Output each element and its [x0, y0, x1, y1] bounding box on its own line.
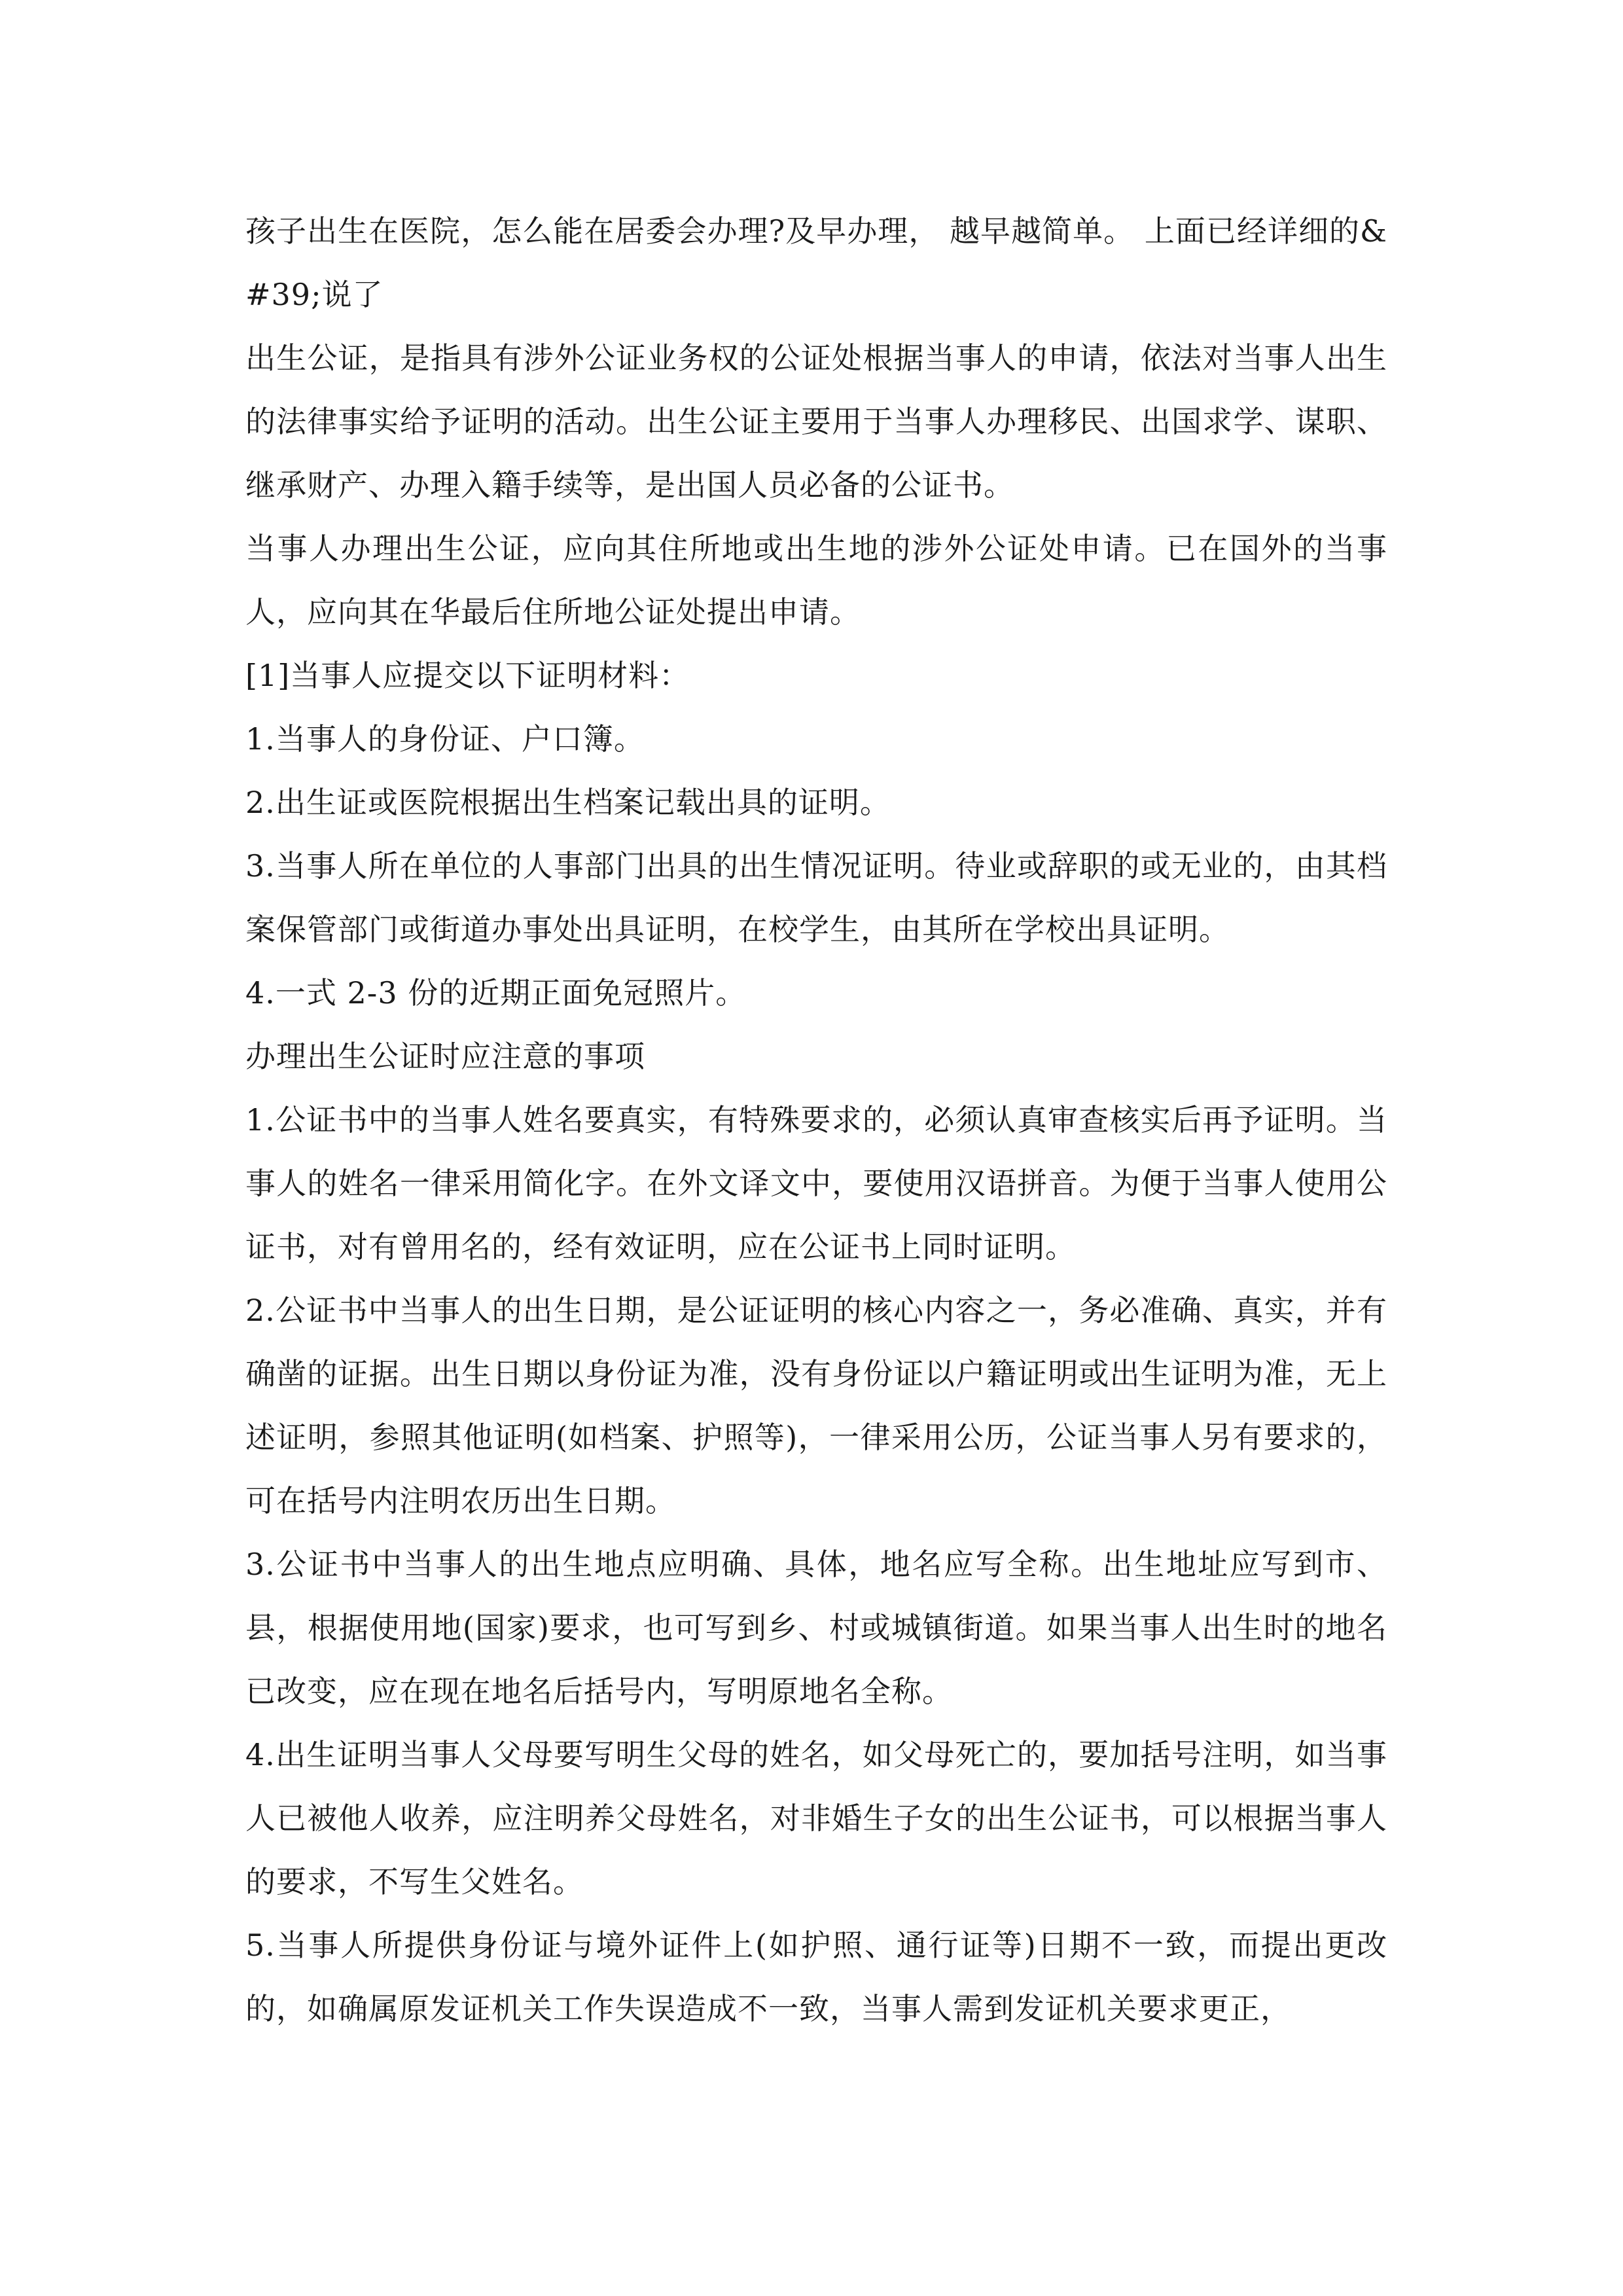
- list-item-note-1: 1.公证书中的当事人姓名要真实，有特殊要求的，必须认真审查核实后再予证明。当事人的姓名一律采用简化字。在外文译文中，要使用汉语拼音。为便于当事人使用公证书，对有曾用名的，经有效证明，应在公证书上同时证明。: [245, 1102, 1387, 1265]
- list-item-material-1: 1.当事人的身份证、户口簿。: [245, 721, 645, 757]
- list-item-material-3: 3.当事人所在单位的人事部门出具的出生情况证明。待业或辞职的或无业的，由其档案保管部门或街道办事处出具证明，在校学生，由其所在学校出具证明。: [245, 848, 1387, 947]
- list-item-note-5: 5.当事人所提供身份证与境外证件上(如护照、通行证等)日期不一致，而提出更改的，如确属原发证机关工作失误造成不一致，当事人需到发证机关要求更正，: [245, 1928, 1387, 2026]
- document-body: [245, 200, 1387, 2041]
- paragraph-application: 当事人办理出生公证，应向其住所地或出生地的涉外公证处申请。已在国外的当事人，应向其在华最后住所地公证处提出申请。: [245, 531, 1387, 630]
- list-item-note-4: 4.出生证明当事人父母要写明生父母的姓名，如父母死亡的，要加括号注明，如当事人已被他人收养，应注明养父母姓名，对非婚生子女的出生公证书，可以根据当事人的要求，不写生父姓名。: [245, 1737, 1387, 1899]
- list-item-material-4: 4.一式 2-3 份的近期正面免冠照片。: [245, 975, 747, 1011]
- list-item-note-3: 3.公证书中当事人的出生地点应明确、具体，地名应写全称。出生地址应写到市、县，根据使用地(国家)要求，也可写到乡、村或城镇街道。如果当事人出生时的地名已改变，应在现在地名后括号内，写明原地名全称。: [245, 1547, 1387, 1709]
- section-heading-notes: 办理出生公证时应注意的事项: [245, 1039, 645, 1074]
- list-item-note-2: 2.公证书中当事人的出生日期，是公证证明的核心内容之一，务必准确、真实，并有确凿的证据。出生日期以身份证为准，没有身份证以户籍证明或出生证明为准，无上述证明，参照其他证明(如档案、护照等)，一律采用公历，公证当事人另有要求的，可在括号内注明农历出生日期。: [245, 1293, 1387, 1518]
- paragraph-materials-heading: [1]当事人应提交以下证明材料：: [245, 658, 690, 693]
- paragraph-intro: 孩子出生在医院，怎么能在居委会办理?及早办理， 越早越简单。 上面已经详细的&#39;说了: [245, 213, 1387, 312]
- paragraph-definition: 出生公证，是指具有涉外公证业务权的公证处根据当事人的申请，依法对当事人出生的法律事实给予证明的活动。出生公证主要用于当事人办理移民、出国求学、谋职、继承财产、办理入籍手续等，是出国人员必备的公证书。: [245, 340, 1387, 503]
- list-item-material-2: 2.出生证或医院根据出生档案记载出具的证明。: [245, 785, 891, 820]
